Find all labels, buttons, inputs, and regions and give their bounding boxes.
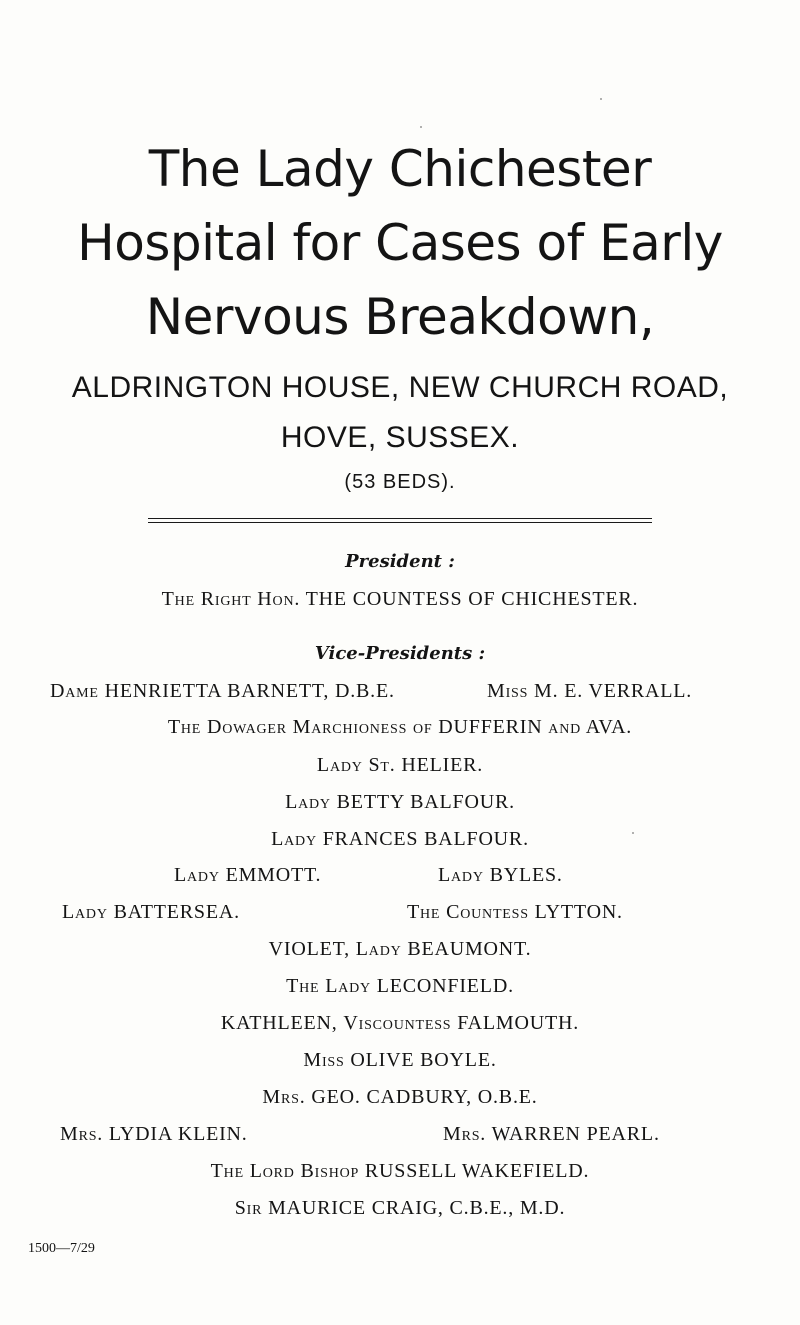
vp-prefix: Miss xyxy=(487,680,529,702)
vp-prefix: Lady xyxy=(285,791,331,813)
scan-speck xyxy=(420,126,422,128)
president-line xyxy=(0,587,800,611)
vice-president-entry xyxy=(0,715,800,739)
vice-president-entry xyxy=(0,827,800,851)
vp-prefix: Mrs. xyxy=(262,1086,306,1108)
vp-name: FRANCES BALFOUR. xyxy=(322,828,529,850)
vp-prefix: Viscountess xyxy=(343,1012,452,1034)
vice-president-entry xyxy=(0,790,800,814)
vp-name: MAURICE CRAIG, C.B.E., M.D. xyxy=(268,1197,566,1219)
scan-speck xyxy=(632,832,634,834)
vice-president-entry xyxy=(50,679,395,703)
vice-president-entry xyxy=(407,900,623,924)
vp-prefix: Mrs. xyxy=(443,1123,487,1145)
vice-president-entry xyxy=(60,1122,248,1146)
vice-president-entry xyxy=(0,1085,800,1109)
vp-name: AVA. xyxy=(585,716,633,738)
vp-name: HELIER. xyxy=(401,754,484,776)
divider-rule-top xyxy=(148,518,652,519)
title-line-1: The Lady Chichester xyxy=(148,140,652,198)
vp-name: HENRIETTA BARNETT, D.B.E. xyxy=(104,680,395,702)
vice-president-entry xyxy=(0,753,800,777)
vp-name: VIOLET, xyxy=(268,938,350,960)
print-code: 1500—7/29 xyxy=(28,1241,95,1256)
vp-prefix: The Lady xyxy=(286,975,371,997)
vp-prefix: The Lord Bishop xyxy=(210,1160,360,1182)
vice-president-entry xyxy=(0,1196,800,1220)
vice-president-entry xyxy=(0,1159,800,1183)
vice-president-entry xyxy=(438,863,563,887)
vp-name: BETTY BALFOUR. xyxy=(336,791,515,813)
vp-name: BYLES. xyxy=(489,864,563,886)
vp-name: LECONFIELD. xyxy=(376,975,514,997)
vp-prefix: Lady xyxy=(271,828,317,850)
vice-president-entry xyxy=(0,1048,800,1072)
vice-president-entry xyxy=(443,1122,660,1146)
vp-name: FALMOUTH. xyxy=(457,1012,580,1034)
scan-speck xyxy=(600,98,602,100)
bed-count: (53 BEDS). xyxy=(344,471,456,493)
president-heading: President : xyxy=(345,551,455,572)
vp-prefix: Lady xyxy=(62,901,108,923)
vice-president-entry xyxy=(0,1011,800,1035)
vp-name: DUFFERIN xyxy=(438,716,543,738)
vp-prefix: Lady xyxy=(438,864,484,886)
vp-prefix: The Dowager Marchioness of xyxy=(167,716,433,738)
vp-prefix: Sir xyxy=(234,1197,263,1219)
vp-conjunction: and xyxy=(548,716,582,738)
vp-name: WARREN PEARL. xyxy=(491,1123,660,1145)
vice-presidents-heading: Vice-Presidents : xyxy=(314,643,486,664)
address-line-2: HOVE, SUSSEX. xyxy=(280,421,520,454)
president-prefix: The Right Hon. xyxy=(161,588,301,610)
vice-president-entry xyxy=(174,863,321,887)
vp-name: M. E. VERRALL. xyxy=(534,680,693,702)
address-line-1: ALDRINGTON HOUSE, NEW CHURCH ROAD, xyxy=(71,371,729,404)
vice-president-entry xyxy=(0,974,800,998)
vp-prefix: Lady St. xyxy=(316,754,396,776)
vice-president-entry xyxy=(62,900,240,924)
vp-name: EMMOTT. xyxy=(225,864,322,886)
vp-prefix: The Countess xyxy=(407,901,529,923)
vp-name: RUSSELL WAKEFIELD. xyxy=(364,1160,590,1182)
vp-name: KATHLEEN, xyxy=(220,1012,338,1034)
vp-name: LYDIA KLEIN. xyxy=(108,1123,248,1145)
vp-name: LYTTON. xyxy=(534,901,623,923)
vp-name: GEO. CADBURY, O.B.E. xyxy=(311,1086,538,1108)
vp-prefix: Miss xyxy=(303,1049,345,1071)
vice-president-entry xyxy=(0,937,800,961)
vp-prefix: Lady xyxy=(174,864,220,886)
title-line-3: Nervous Breakdown, xyxy=(145,288,655,346)
president-name: THE COUNTESS OF CHICHESTER. xyxy=(305,588,639,610)
vp-name: BATTERSEA. xyxy=(113,901,240,923)
vice-president-entry xyxy=(487,679,692,703)
vp-name: BEAUMONT. xyxy=(407,938,532,960)
vp-name: OLIVE BOYLE. xyxy=(350,1049,497,1071)
divider-rule-bottom xyxy=(148,522,652,523)
vp-prefix: Lady xyxy=(355,938,402,960)
vp-prefix: Mrs. xyxy=(60,1123,104,1145)
vp-prefix: Dame xyxy=(50,680,99,702)
title-line-2: Hospital for Cases of Early xyxy=(77,214,723,272)
